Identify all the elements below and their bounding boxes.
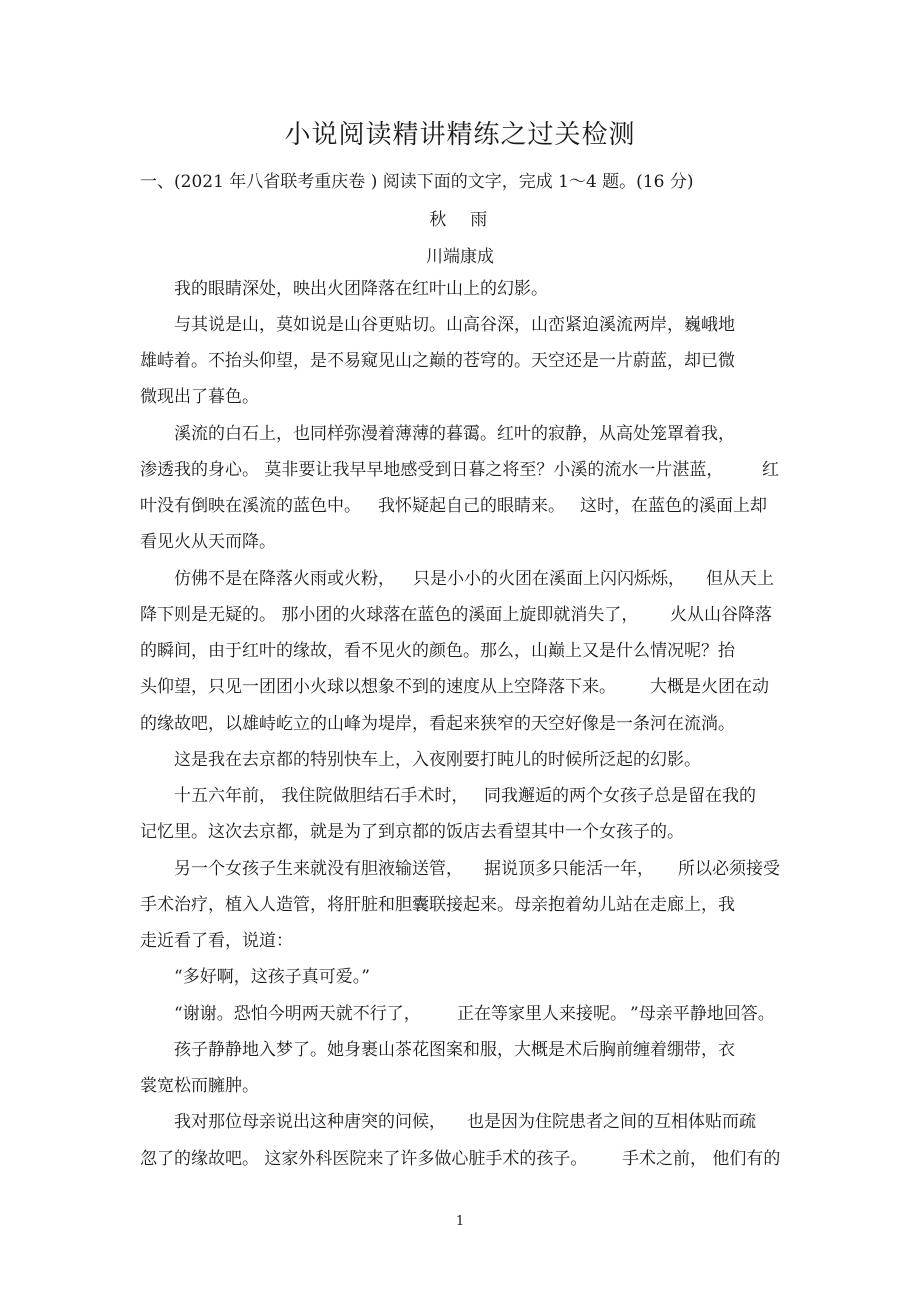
text-line: 手术治疗，植入人造管，将肝脏和胆囊联接起来。母亲抱着幼儿站在走廊上，我 [140, 895, 735, 915]
dialogue-fragment: 正在等家里人来接呢。 [457, 1004, 627, 1024]
text-fragment: 也是因为住院患者之间的互相体贴而疏 [467, 1112, 756, 1132]
story-author: 川端康成 [426, 247, 494, 267]
text-fragment: 头仰望，只见一团团小火球以想象不到的速度从上空降落下来。 [140, 677, 616, 697]
text-line: 看见火从天而降。 [140, 532, 276, 552]
text-fragment: 手术之前， 他们有的 [622, 1149, 781, 1169]
text-fragment: 忽了的缘故吧。 这家外科医院来了许多做心脏手术的孩子。 [140, 1149, 588, 1169]
text-fragment: 同我邂逅的两个女孩子总是留在我的 [484, 786, 756, 806]
page-number: 1 [455, 1214, 465, 1229]
text-line: 走近看了看，说道： [140, 931, 293, 951]
text-fragment: 但从天上 [706, 569, 774, 589]
text-fragment: 我对那位母亲说出这种唐突的问候， [174, 1112, 446, 1132]
text-line: 的缘故吧，以雄峙屹立的山峰为堤岸，看起来狭窄的天空好像是一条河在流淌。 [140, 714, 735, 734]
text-fragment: 所以必须接受 [678, 859, 780, 879]
text-fragment: 只是小小的火团在溪面上闪闪烁烁， [413, 569, 685, 589]
text-fragment: 我怀疑起自己的眼睛来。 [378, 496, 565, 516]
text-line: 雄峙着。不抬头仰望，是不易窥见山之巅的苍穹的。天空还是一片蔚蓝，却已微 [140, 351, 735, 371]
text-fragment: 降下则是无疑的。 那小团的火球落在蓝色的溪面上旋即就消失了， [140, 605, 639, 625]
text-line: 的瞬间，由于红叶的缘故，看不见火的颜色。那么，山巅上又是什么情况呢？抬 [140, 641, 735, 661]
text-fragment: 十五六年前， 我住院做胆结石手术时， [174, 786, 469, 806]
text-line: 微现出了暮色。 [140, 387, 259, 407]
text-line: 裳宽松而臃肿。 [140, 1076, 259, 1096]
text-fragment: 火从山谷降落 [670, 605, 772, 625]
text-fragment: 叶没有倒映在溪流的蓝色中。 [140, 496, 361, 516]
text-fragment: 红 [762, 460, 779, 480]
text-line: 孩子静静地入梦了。她身裹山茶花图案和服，大概是术后胸前缠着绷带，衣 [174, 1040, 735, 1060]
document-title: 小说阅读精讲精练之过关检测 [284, 120, 636, 150]
dialogue-fragment: “谢谢。恐怕今明两天就不行了， [174, 1004, 421, 1024]
text-line: 与其说是山，莫如说是山谷更贴切。山高谷深，山峦紧迫溪流两岸，巍峨地 [174, 315, 735, 335]
text-line: 溪流的白石上，也同样弥漫着薄薄的暮霭。红叶的寂静，从高处笼罩着我， [174, 424, 735, 444]
text-fragment: 另一个女孩子生来就没有胆液输送管， [174, 859, 463, 879]
text-line: 渗透我的身心。 莫非要让我早早地感受到日暮之将至？小溪的流水一片湛蓝， [140, 460, 724, 480]
text-line: 我的眼睛深处，映出火团降落在红叶山上的幻影。 [174, 279, 548, 299]
text-fragment: 仿佛不是在降落火雨或火粉， [174, 569, 395, 589]
dialogue-fragment: ”母亲平静地回答。 [630, 1004, 775, 1024]
story-title: 秋 雨 [429, 210, 491, 230]
question-intro: 一、(2021 年八省联考重庆卷 ) 阅读下面的文字，完成 1～4 题。(16 分) [140, 172, 694, 192]
text-fragment: 大概是火团在动 [650, 677, 769, 697]
text-fragment: 据说顶多只能活一年， [484, 859, 654, 879]
text-line: 记忆里。这次去京都，就是为了到京都的饭店去看望其中一个女孩子的。 [140, 822, 684, 842]
dialogue-line: “多好啊，这孩子真可爱。” [174, 967, 370, 987]
text-line: 这是我在去京都的特别快车上，入夜刚要打盹儿的时候所泛起的幻影。 [174, 750, 701, 770]
text-fragment: 这时，在蓝色的溪面上却 [580, 496, 767, 516]
